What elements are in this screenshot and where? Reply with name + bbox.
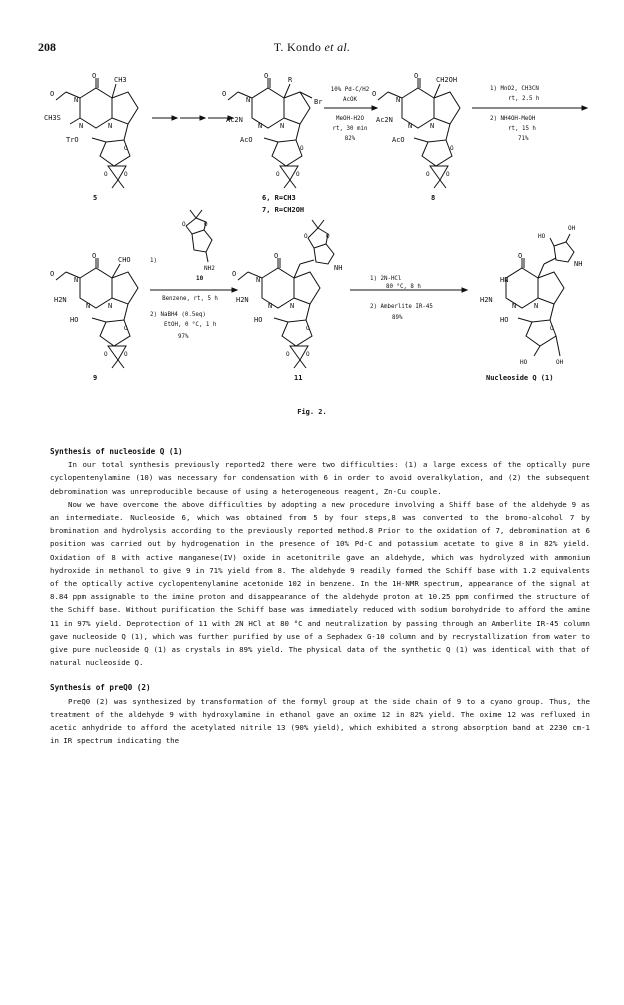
- svg-text:OH: OH: [556, 359, 564, 366]
- svg-text:N: N: [258, 122, 263, 130]
- svg-text:N: N: [256, 276, 261, 284]
- svg-text:AcOK: AcOK: [343, 97, 357, 103]
- svg-text:O: O: [372, 90, 377, 98]
- svg-text:97%: 97%: [178, 334, 189, 340]
- svg-text:N: N: [396, 96, 401, 104]
- section-heading-preq0: Synthesis of preQ0 (2): [50, 683, 151, 693]
- svg-text:O: O: [204, 221, 208, 228]
- reagents-step-8: [331, 87, 369, 142]
- svg-text:80 °C, 8 h: 80 °C, 8 h: [386, 284, 421, 290]
- svg-text:rt, 30 min: rt, 30 min: [332, 126, 368, 132]
- structure-compound-8: [372, 72, 460, 188]
- svg-text:H2N: H2N: [480, 296, 493, 304]
- label-compound-8: 8: [431, 194, 436, 202]
- reagents-step-9: [490, 86, 539, 142]
- svg-text:N: N: [108, 302, 113, 310]
- svg-text:O: O: [550, 325, 554, 332]
- label-compound-11: 11: [294, 374, 303, 382]
- svg-text:N: N: [408, 122, 413, 130]
- svg-text:O: O: [124, 171, 128, 178]
- svg-text:O: O: [124, 325, 128, 332]
- svg-text:rt, 2.5 h: rt, 2.5 h: [508, 96, 540, 102]
- svg-text:2) NH4OH-MeOH: 2) NH4OH-MeOH: [490, 116, 536, 122]
- svg-text:89%: 89%: [392, 315, 403, 321]
- structure-compound-10: [182, 210, 215, 272]
- svg-text:O: O: [414, 72, 419, 80]
- svg-text:N: N: [74, 96, 79, 104]
- svg-text:N: N: [280, 122, 285, 130]
- running-title: [0, 40, 624, 55]
- svg-text:CHO: CHO: [118, 256, 131, 264]
- svg-text:HO: HO: [254, 316, 263, 324]
- svg-text:O: O: [446, 171, 450, 178]
- svg-text:H2N: H2N: [54, 296, 67, 304]
- svg-text:HO: HO: [538, 233, 546, 240]
- svg-text:CH3: CH3: [114, 76, 127, 84]
- svg-text:AcO: AcO: [240, 136, 253, 144]
- svg-text:NH: NH: [334, 264, 343, 272]
- svg-text:O: O: [306, 325, 310, 332]
- svg-text:O: O: [304, 233, 308, 240]
- svg-text:O: O: [92, 252, 97, 260]
- svg-text:EtOH, 0 °C, 1 h: EtOH, 0 °C, 1 h: [164, 322, 217, 328]
- svg-text:71%: 71%: [518, 136, 529, 142]
- svg-text:O: O: [104, 171, 108, 178]
- paragraph-1: In our total synthesis previously reported2 there were two difficulties: (1) a large excess of the optically pure cyclopentenylamine (10) was necessary for condensation with 6 in order to avoid overalkylation, and (2) the subsequent debromination was unreproducible because of using a heterogeneous reagent, Zn-Cu couple.: [50, 460, 590, 496]
- svg-text:O: O: [124, 351, 128, 358]
- label-compound-6: 6, R=CH3: [262, 194, 296, 202]
- svg-text:O: O: [182, 221, 186, 228]
- svg-text:10: 10: [196, 275, 204, 282]
- svg-text:O: O: [50, 90, 55, 98]
- svg-text:O: O: [518, 252, 523, 260]
- running-et-al: et al.: [324, 40, 351, 54]
- label-nucleoside-q: Nucleoside Q (1): [486, 374, 554, 382]
- svg-text:O: O: [450, 145, 454, 152]
- svg-text:O: O: [92, 72, 97, 80]
- structure-compound-9: [50, 252, 138, 368]
- svg-text:N: N: [86, 302, 91, 310]
- svg-text:N: N: [79, 122, 84, 130]
- svg-text:HO: HO: [70, 316, 79, 324]
- svg-text:O: O: [274, 252, 279, 260]
- svg-text:Ac2N: Ac2N: [226, 116, 243, 124]
- svg-text:O: O: [104, 351, 108, 358]
- svg-text:CH3S: CH3S: [44, 114, 61, 122]
- svg-text:rt, 15 h: rt, 15 h: [508, 126, 536, 132]
- paragraph-3: PreQ0 (2) was synthesized by transformation of the formyl group at the side chain of 9 to a cyano group. Thus, the treatment of the aldehyde 9 with hydroxylamine in ethanol gave an oxime 12 in 82% yield. The oxime 12 was refluxed in acetic anhydride to afford the acetylated nitrile 13 (90% yield), which exhibited a strong absorption band at 2230 cm-1 in IR spectrum indicating the: [50, 696, 590, 746]
- svg-text:OH: OH: [568, 225, 576, 232]
- reagents-step-q: [370, 276, 433, 321]
- synthesis-scheme: [0, 58, 624, 403]
- svg-text:O: O: [264, 72, 269, 80]
- svg-text:82%: 82%: [344, 136, 356, 142]
- structure-nucleoside-q: [480, 225, 582, 366]
- svg-text:1) MnO2, CH3CN: 1) MnO2, CH3CN: [490, 86, 539, 92]
- label-compound-7: 7, R=CH2OH: [262, 206, 305, 214]
- svg-text:O: O: [306, 351, 310, 358]
- paragraph-2: Now we have overcome the above difficulties by adopting a new procedure involving a Shiff base of the aldehyde 9 as an intermediate. Nucleoside 6, which was obtained from 5 by four steps,8 was converted to the bromo-alcohol 7 by bromination and hydrolysis according to the previously reported method.8 Prior to the oxidation of 7, debromination at 6 position was carried out by hydrogenation in the presence of 10% Pd-C and potassium acetate to give 8 in 82% yield. Oxidation of 8 with active manganese(IV) oxide in acetonitrile gave an aldehyde, which was hydrolyzed with ammonium hydroxide in methanol to give 9 in 71% yield from 8. The aldehyde 9 readily formed the Schiff base with 1.2 equivalents of the optically active cyclopentenylamine acetonide 102 in benzene. In the 1H-NMR spectrum, appearance of the signal at 8.84 ppm assignable to the imine proton and disappearance of the aldehyde proton at 10.25 ppm confirmed the structure of the Schiff base. Without purification the Schiff base was immediately reduced with sodium borohydride to afford the amine 11 in 97% yield. Deprotection of 11 with 2N HCl at 80 °C and neutralization by passing through an Amberlite IR-45 column gave nucleoside Q (1), which was further purified by use of a Sephadex G-10 column and by recrystallization from water to give pure nucleoside Q (1) as crystals in 89% yield. The physical data of the synthetic Q (1) was identical with that of natural nucleoside Q.: [50, 499, 590, 668]
- svg-text:Br: Br: [314, 98, 323, 106]
- svg-text:O: O: [50, 270, 55, 278]
- figure-caption: Fig. 2.: [297, 408, 327, 416]
- svg-text:N: N: [512, 302, 517, 310]
- svg-text:1) 2N-HCl: 1) 2N-HCl: [370, 276, 402, 282]
- section-heading-nucleoside-q: Synthesis of nucleoside Q (1): [50, 447, 183, 456]
- svg-text:HO: HO: [500, 316, 509, 324]
- svg-text:N: N: [268, 302, 273, 310]
- svg-text:O: O: [276, 171, 280, 178]
- svg-text:O: O: [300, 145, 304, 152]
- svg-text:CH2OH: CH2OH: [436, 76, 458, 84]
- svg-text:10% Pd-C/H2: 10% Pd-C/H2: [330, 87, 370, 93]
- svg-text:1): 1): [150, 258, 157, 264]
- running-author: T. Kondo: [273, 40, 322, 54]
- svg-text:N: N: [430, 122, 435, 130]
- svg-text:N: N: [290, 302, 295, 310]
- svg-text:HO: HO: [520, 359, 528, 366]
- svg-text:NH2: NH2: [204, 265, 215, 272]
- svg-text:N: N: [246, 96, 251, 104]
- article-body: [50, 445, 590, 747]
- svg-text:Ac2N: Ac2N: [376, 116, 393, 124]
- svg-text:HN: HN: [500, 276, 509, 284]
- svg-text:TrO: TrO: [66, 136, 79, 144]
- label-compound-5: 5: [93, 194, 98, 202]
- svg-text:O: O: [286, 351, 290, 358]
- svg-text:O: O: [232, 270, 237, 278]
- svg-text:N: N: [534, 302, 539, 310]
- svg-text:2) Amberlite IR-45: 2) Amberlite IR-45: [370, 304, 433, 310]
- svg-text:MeOH-H2O: MeOH-H2O: [336, 116, 364, 122]
- svg-text:2) NaBH4 (0.5eq): 2) NaBH4 (0.5eq): [150, 312, 206, 318]
- svg-text:O: O: [296, 171, 300, 178]
- svg-text:NH: NH: [574, 260, 583, 268]
- svg-text:Benzene, rt, 5 h: Benzene, rt, 5 h: [162, 296, 218, 302]
- structure-compound-6-7: [222, 72, 322, 188]
- svg-text:O: O: [426, 171, 430, 178]
- svg-text:O: O: [326, 233, 330, 240]
- svg-text:O: O: [222, 90, 227, 98]
- structure-compound-5: [44, 72, 138, 188]
- svg-text:N: N: [108, 122, 113, 130]
- label-compound-9: 9: [93, 374, 98, 382]
- svg-text:AcO: AcO: [392, 136, 405, 144]
- svg-text:N: N: [74, 276, 79, 284]
- svg-text:R: R: [288, 76, 293, 84]
- structure-compound-11: [232, 220, 342, 368]
- svg-text:O: O: [124, 145, 128, 152]
- page-number: 208: [38, 40, 56, 54]
- svg-text:H2N: H2N: [236, 296, 249, 304]
